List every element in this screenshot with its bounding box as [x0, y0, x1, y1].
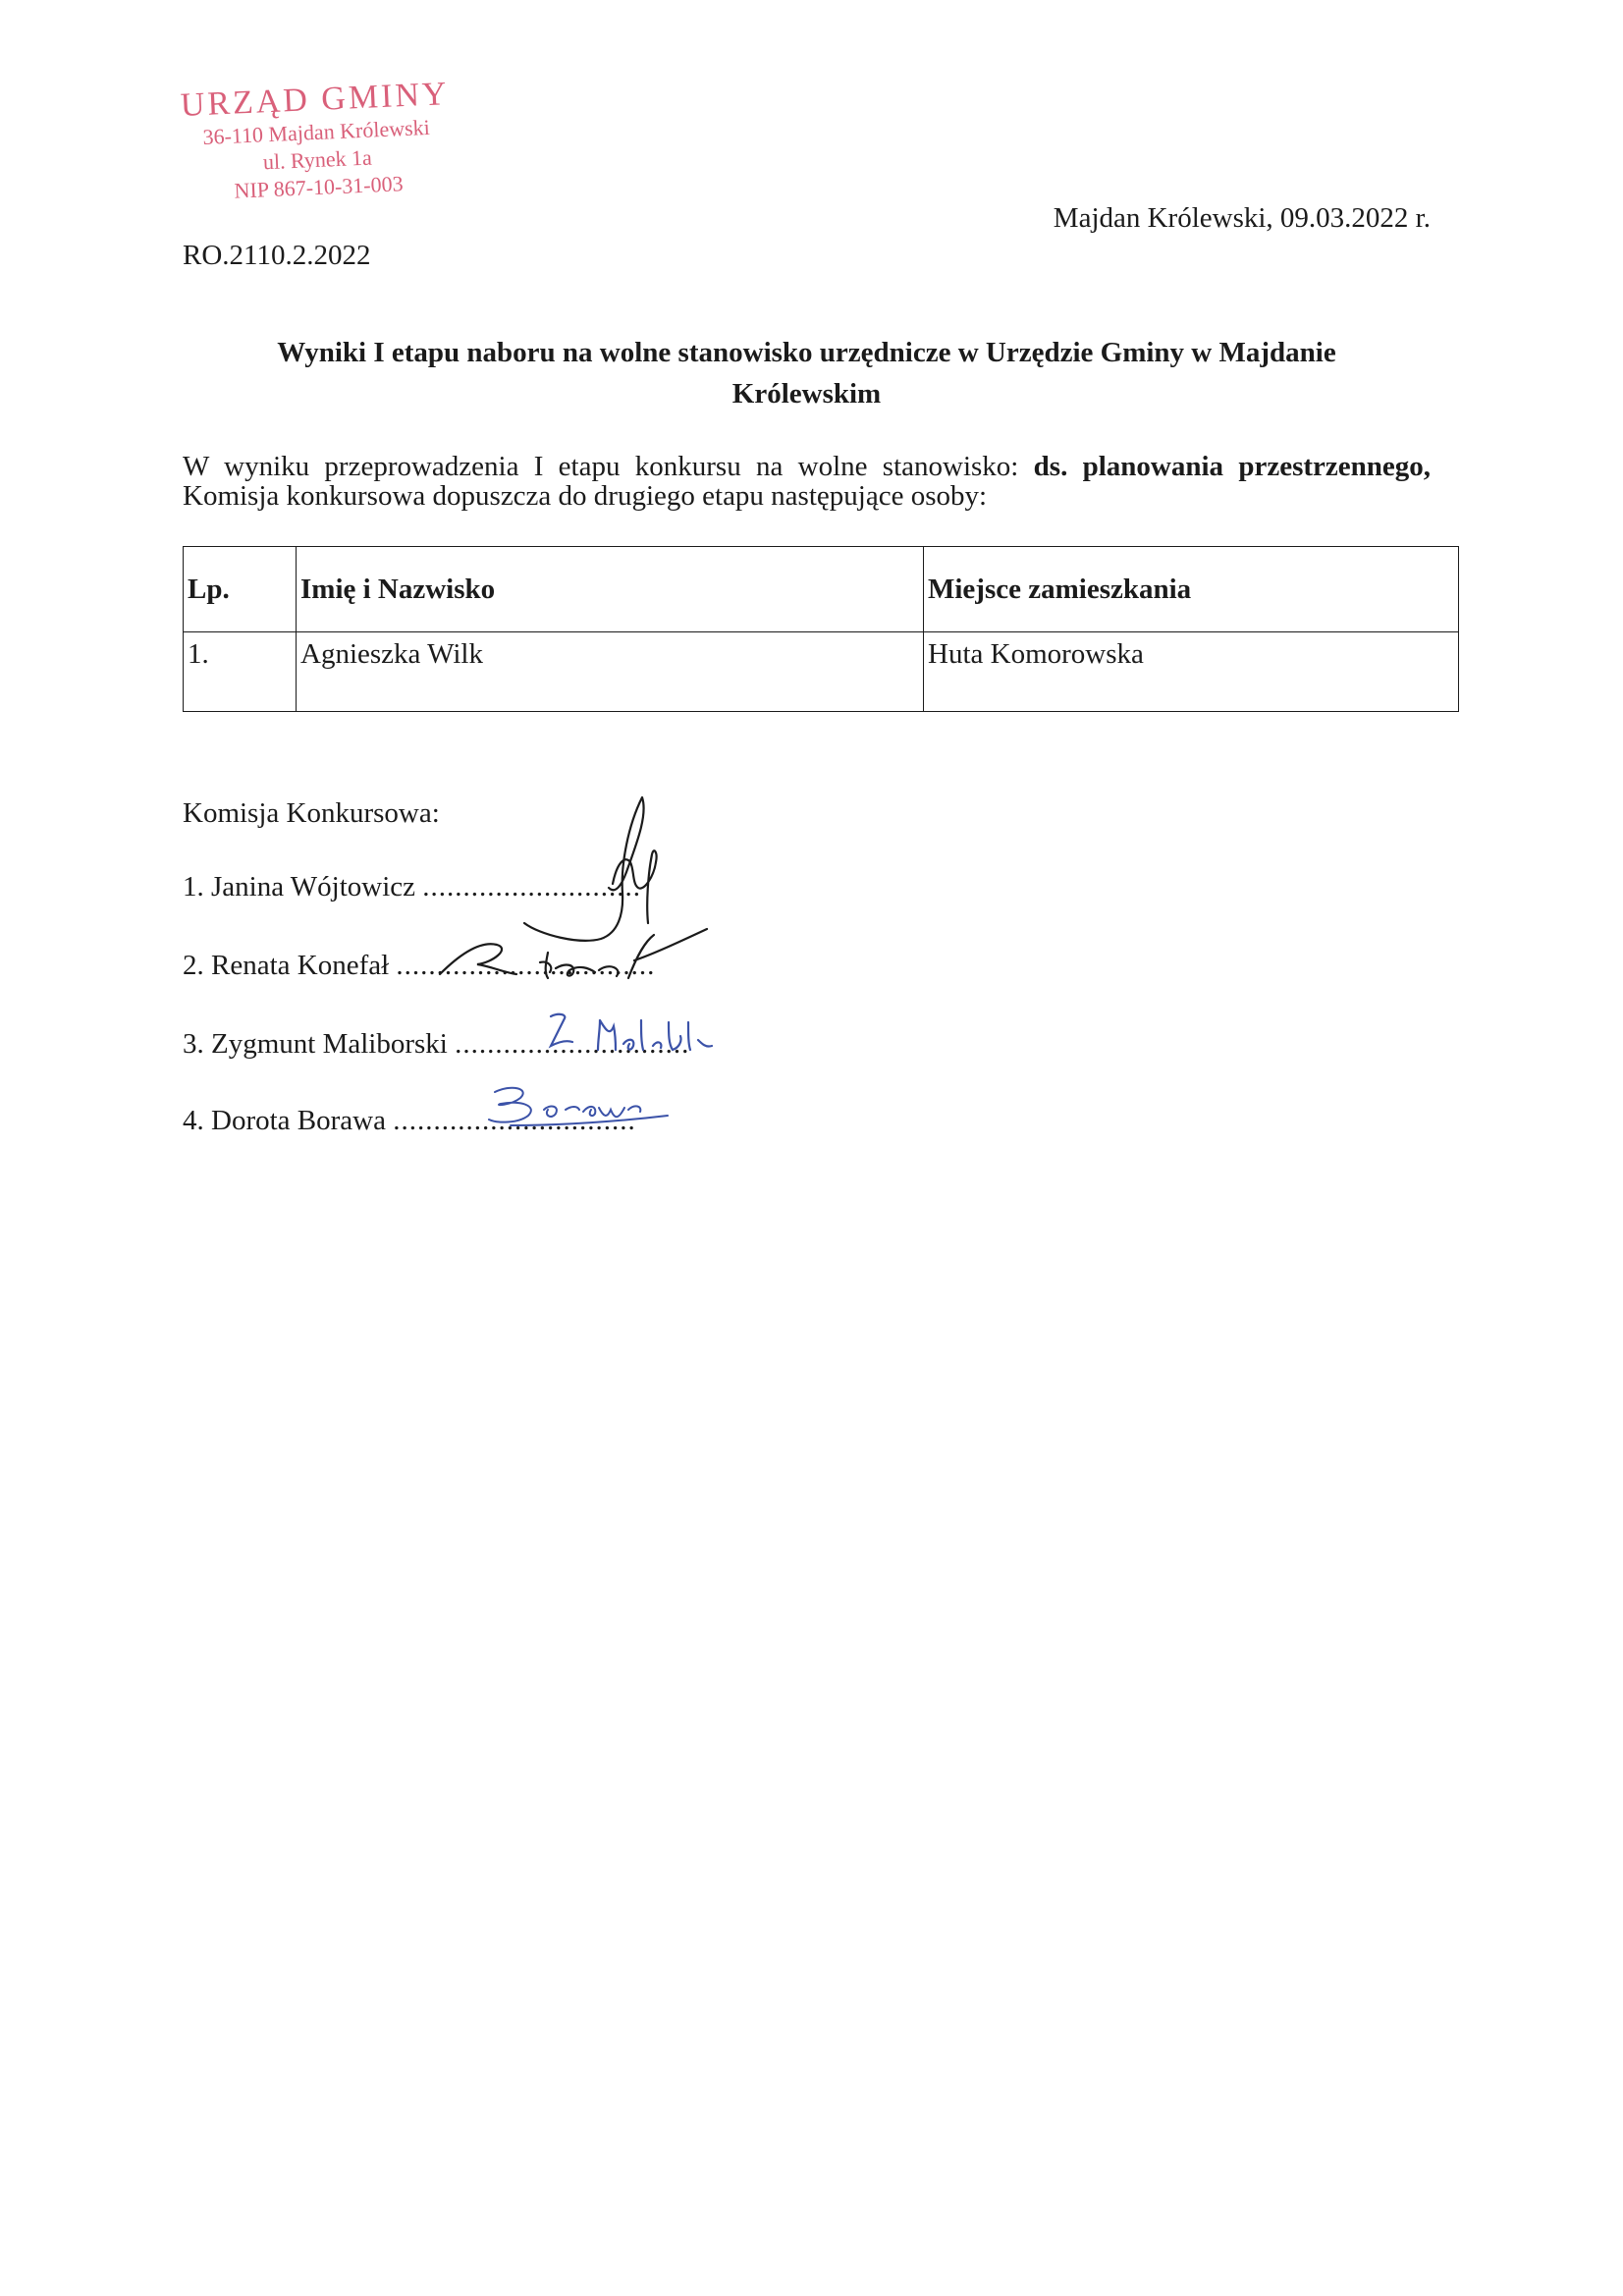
table-row: [184, 632, 1459, 712]
document-title: [183, 332, 1431, 414]
stamp-line-2: 36-110 Majdan Królewski: [201, 114, 431, 150]
header-lp: Lp.: [184, 547, 297, 632]
cell-name: Agnieszka Wilk: [297, 632, 924, 712]
committee-member-2: [183, 950, 655, 982]
table-header-row: [184, 547, 1459, 632]
stamp-line-1: URZĄD GMINY: [180, 76, 451, 124]
stamp-line-3: ul. Rynek 1a: [262, 144, 373, 175]
office-stamp: [157, 75, 476, 208]
header-name: Imię i Nazwisko: [297, 547, 924, 632]
member-label: 2. Renata Konefał: [183, 950, 390, 981]
reference-number: RO.2110.2.2022: [183, 240, 371, 271]
place-and-date: Majdan Królewski, 09.03.2022 r.: [1053, 202, 1431, 234]
cell-residence: Huta Komorowska: [924, 632, 1459, 712]
signature-1: [511, 786, 687, 953]
signature-line: ..............................: [393, 1105, 636, 1136]
results-table: [183, 546, 1459, 712]
signature-line: .............................: [455, 1028, 690, 1060]
intro-text-2: Komisja konkursowa dopuszcza do drugiego etapu następujące osoby:: [183, 480, 988, 512]
member-label: 1. Janina Wójtowicz: [183, 871, 416, 902]
intro-paragraph: [183, 452, 1431, 511]
intro-text-1: W wyniku przeprowadzenia I etapu konkursu na wolne stanowisko:: [183, 451, 1019, 482]
committee-member-1: [183, 871, 641, 903]
member-label: 3. Zygmunt Maliborski: [183, 1028, 448, 1060]
position-name: ds. planowania przestrzennego,: [1033, 451, 1432, 482]
signature-line: ...........................: [422, 871, 642, 902]
signature-line: ................................: [396, 950, 656, 981]
cell-lp: 1.: [184, 632, 297, 712]
header-residence: Miejsce zamieszkania: [924, 547, 1459, 632]
committee-heading: Komisja Konkursowa:: [183, 797, 440, 829]
title-line-1: Wyniki I etapu naboru na wolne stanowisko urzędnicze w Urzędzie Gminy w Majdanie: [277, 337, 1336, 368]
committee-member-3: [183, 1028, 689, 1061]
member-label: 4. Dorota Borawa: [183, 1105, 386, 1136]
title-line-2: Królewskim: [731, 378, 882, 410]
stamp-line-4: NIP 867-10-31-003: [234, 171, 405, 203]
committee-member-4: [183, 1105, 636, 1137]
